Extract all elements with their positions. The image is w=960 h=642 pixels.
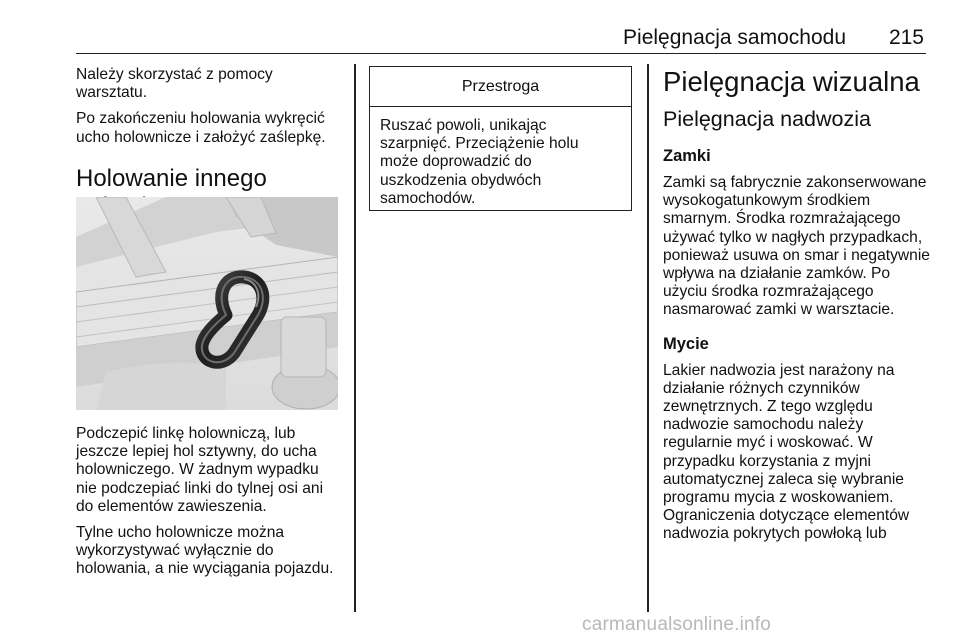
paragraph-rear-eye: Tylne ucho holownicze można wykorzystywać wyłącznie do holowania, a nie wyciągania pojazdu. xyxy=(76,524,334,578)
paragraph-washing: Lakier nadwozia jest narażony na działanie różnych czynników zewnętrznych. Z tego względu nadwozie samochodu należy regularnie myć i woskować. W przypadku korzystania z myjni automatycznej zaleca się wybranie programu mycia z woskowaniem. Ograniczenia dotyczące elementów nadwozia pokrytych powłoką lub xyxy=(663,361,910,543)
heading-body-care: Pielęgnacja nadwozia xyxy=(663,107,871,131)
heading-washing: Mycie xyxy=(663,334,709,353)
heading-visual-care: Pielęgnacja wizualna xyxy=(663,66,920,97)
left-column-bottom xyxy=(76,425,352,587)
page-title: Pielęgnacja samochodu xyxy=(623,26,846,49)
tow-eye-icon xyxy=(76,197,338,410)
section-heading-towing-other: Holowanie innego xyxy=(76,164,267,192)
watermark: carmanualsonline.info xyxy=(582,614,772,635)
paragraph-after-towing: Po zakończeniu holowania wykręcić ucho holownicze i założyć zaślepkę. xyxy=(76,110,326,146)
caution-text: Ruszać powoli, unikając szarpnięć. Przeciążenie holu może doprowadzić do uszkodzenia obydwóch samochodów. xyxy=(380,117,579,207)
paragraph-workshop: Należy skorzystać z pomocy warsztatu. xyxy=(76,66,273,102)
caution-title: Przestroga xyxy=(370,67,631,107)
page-number: 215 xyxy=(888,26,924,49)
right-column xyxy=(663,66,931,552)
column-divider-2 xyxy=(647,64,649,612)
tow-eye-illustration xyxy=(76,197,338,410)
heading-locks: Zamki xyxy=(663,147,711,165)
caution-box xyxy=(369,66,632,211)
paragraph-attach-rope: Podczepić linkę holowniczą, lub jeszcze lepiej hol sztywny, do ucha holowniczego. W żadnym wypadku nie podczepiać linki do tylnej osi ani do elementów zawieszenia. xyxy=(76,425,324,515)
page-header xyxy=(76,20,926,54)
column-divider-1 xyxy=(354,64,356,612)
paragraph-locks: Zamki są fabrycznie zakonserwowane wysokogatunkowym środkiem smarnym. Środka rozmrażającego używać tylko w nagłych przypadkach, ponieważ usuwa on smar i negatywnie wpływa na działanie zamków. Po użyciu środka rozmrażającego nasmarować zamki w warsztacie. xyxy=(663,174,930,319)
